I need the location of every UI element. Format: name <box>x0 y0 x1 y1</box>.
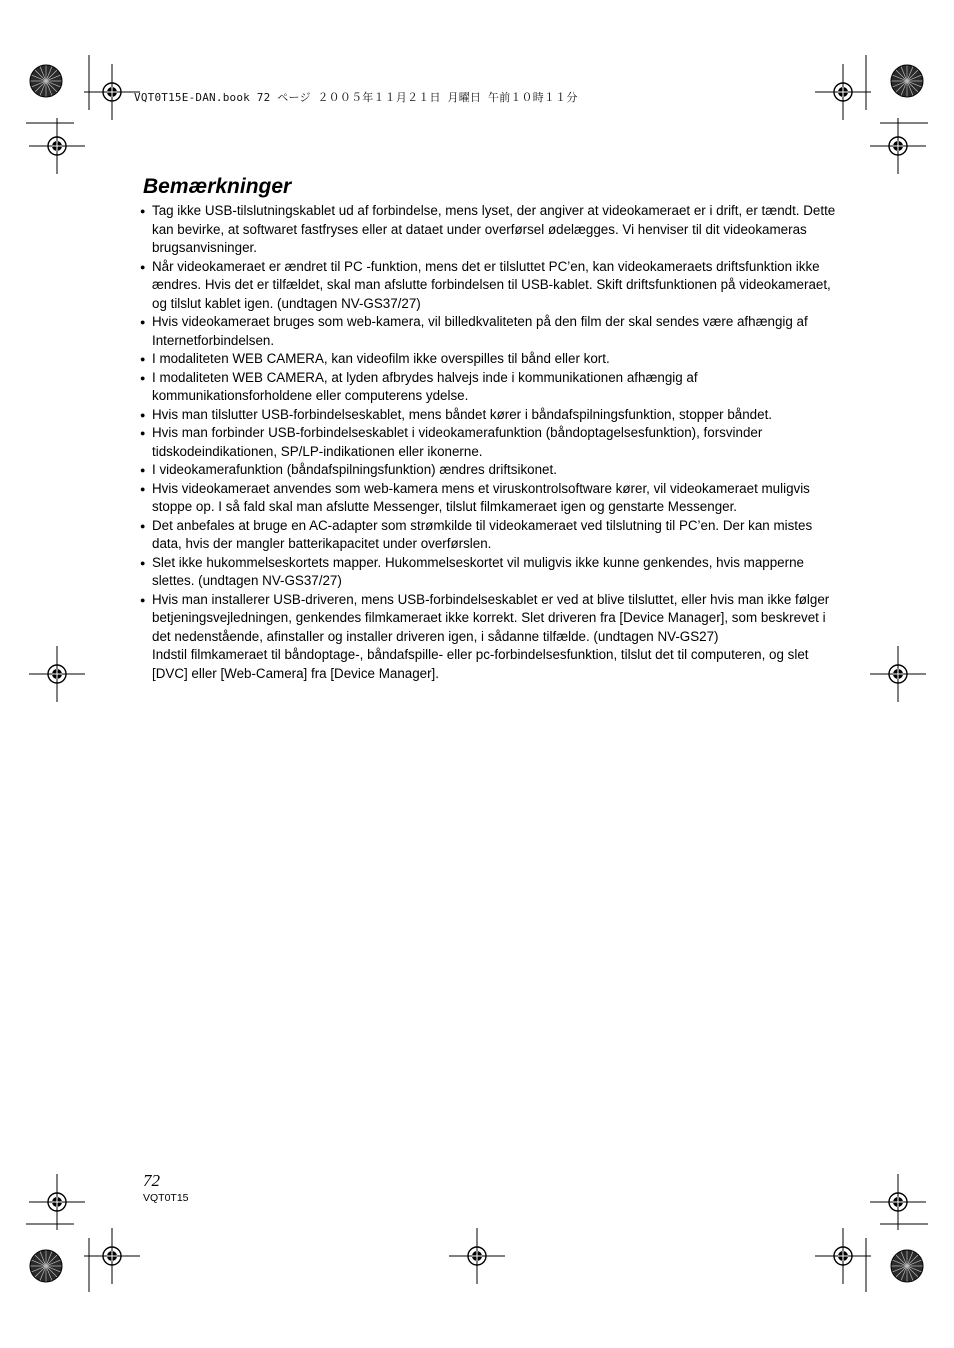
registration-cross-icon <box>29 1174 85 1230</box>
note-item <box>140 313 840 350</box>
note-text: Hvis videokameraet anvendes som web-kamera mens et viruskontrolsoftware kører, vil videokameraet muligvis stoppe op. I så fald skal man afslutte Messenger, tilslut filmkameraet igen og genstarte Messenger. <box>152 480 810 514</box>
bullet-icon: ● <box>140 206 146 216</box>
registration-cross-icon <box>870 646 926 702</box>
note-text: Slet ikke hukommelseskortets mapper. Hukommelseskortet vil muligvis ikke kunne genkendes, hvis mapperne slettes. (undtagen NV-GS37/27) <box>152 554 804 588</box>
bullet-icon: ● <box>140 594 146 605</box>
registration-wheel-icon <box>30 1250 62 1282</box>
note-item <box>140 591 840 684</box>
note-text: I videokamerafunktion (båndafspilningsfunktion) ændres driftsikonet. <box>152 462 557 477</box>
bullet-icon: ● <box>140 261 146 272</box>
note-text: Når videokameraet er ændret til PC -funktion, mens det er tilsluttet PC’en, kan videokameraets driftsfunktion ikke ændres. Hvis det er tilfældet, skal man afslutte forbindelsen til USB-kablet. Skift driftsfunktionen på videokameraet, og tilslut kablet igen. (undtagen NV-GS37/27) <box>152 258 831 311</box>
bullet-icon: ● <box>140 557 146 568</box>
registration-cross-icon <box>84 1228 140 1284</box>
note-item <box>140 480 840 517</box>
note-item <box>140 369 840 406</box>
note-text: I modaliteten WEB CAMERA, at lyden afbrydes halvejs inde i kommunikationen afhængig af kommunikationsforholdene eller computerens ydelse. <box>152 369 698 403</box>
notes-list <box>140 202 840 683</box>
note-item <box>140 202 840 258</box>
note-text: Tag ikke USB-tilslutningskablet ud af forbindelse, mens lyset, der angiver at videokameraet er i drift, er tændt. Dette kan bevirke, at softwaret fastfryses eller at dataet under overførsel ødelægges. Vi henviser til dit videokameras brugsanvisninger. <box>152 203 836 255</box>
note-text: Hvis videokameraet bruges som web-kamera, vil billedkvaliteten på den film der skal sendes være afhængig af Internetforbindelsen. <box>152 314 808 348</box>
note-item <box>140 424 840 461</box>
registration-wheel-icon <box>891 65 923 97</box>
bullet-icon: ● <box>140 317 146 327</box>
note-text: Hvis man tilslutter USB-forbindelseskablet, mens båndet kører i båndafspilningsfunktion, stopper båndet. <box>152 406 773 422</box>
note-item <box>140 517 840 554</box>
registration-cross-icon <box>815 64 871 120</box>
print-file-header: VQT0T15E-DAN.book 72 ページ ２００５年１１月２１日 月曜日 午前１０時１１分 <box>134 91 578 104</box>
section-title: Bemærkninger <box>143 175 292 198</box>
note-instruction: Indstil filmkameraet til båndoptage-, båndafspille- eller pc-forbindelsesfunktion, tilslut det til computeren, og slet [DVC] eller [Web-Camera] fra [Device Manager]. <box>152 647 809 681</box>
registration-cross-icon <box>815 1228 871 1284</box>
bullet-icon: ● <box>140 465 146 475</box>
document-code: VQT0T15 <box>143 1192 189 1204</box>
registration-cross-icon <box>29 646 85 702</box>
page-number: 72 <box>143 1171 160 1190</box>
note-item <box>140 461 840 480</box>
registration-cross-icon <box>870 118 926 174</box>
note-item <box>140 406 840 425</box>
bullet-icon: ● <box>140 354 146 364</box>
registration-cross-icon <box>29 118 85 174</box>
bullet-icon: ● <box>140 409 146 420</box>
registration-cross-icon <box>84 64 140 120</box>
note-text: Hvis man forbinder USB-forbindelseskablet i videokamerafunktion (båndoptagelsesfunktion), forsvinder tidskodeindikationen, SP/LP-indikationen eller ikonerne. <box>152 425 763 459</box>
bullet-icon: ● <box>140 483 146 494</box>
note-text: Det anbefales at bruge en AC-adapter som strømkilde til videokameraet ved tilslutning til PC’en. Der kan mistes data, hvis der mangler batterikapacitet under overførslen. <box>152 517 813 551</box>
note-item <box>140 554 840 591</box>
registration-wheel-icon <box>891 1250 923 1282</box>
note-item <box>140 350 840 369</box>
registration-wheel-icon <box>30 65 62 97</box>
note-text: Hvis man installerer USB-driveren, mens USB-forbindelseskablet er ved at blive tilsluttet, eller hvis man ikke følger betjeningsvejledningen, genkendes filmkameraet ikke korrekt. Slet driveren fra [Device Manager], som beskrevet i det nedenstående, afinstaller og installer driveren igen, i sådanne tilfælde. (undtagen NV-GS27) <box>152 591 830 644</box>
bullet-icon: ● <box>140 428 146 438</box>
registration-cross-icon <box>449 1228 505 1284</box>
note-item <box>140 258 840 314</box>
bullet-icon: ● <box>140 520 146 531</box>
note-text: I modaliteten WEB CAMERA, kan videofilm ikke overspilles til bånd eller kort. <box>152 351 610 366</box>
bullet-icon: ● <box>140 372 146 383</box>
registration-cross-icon <box>870 1174 926 1230</box>
